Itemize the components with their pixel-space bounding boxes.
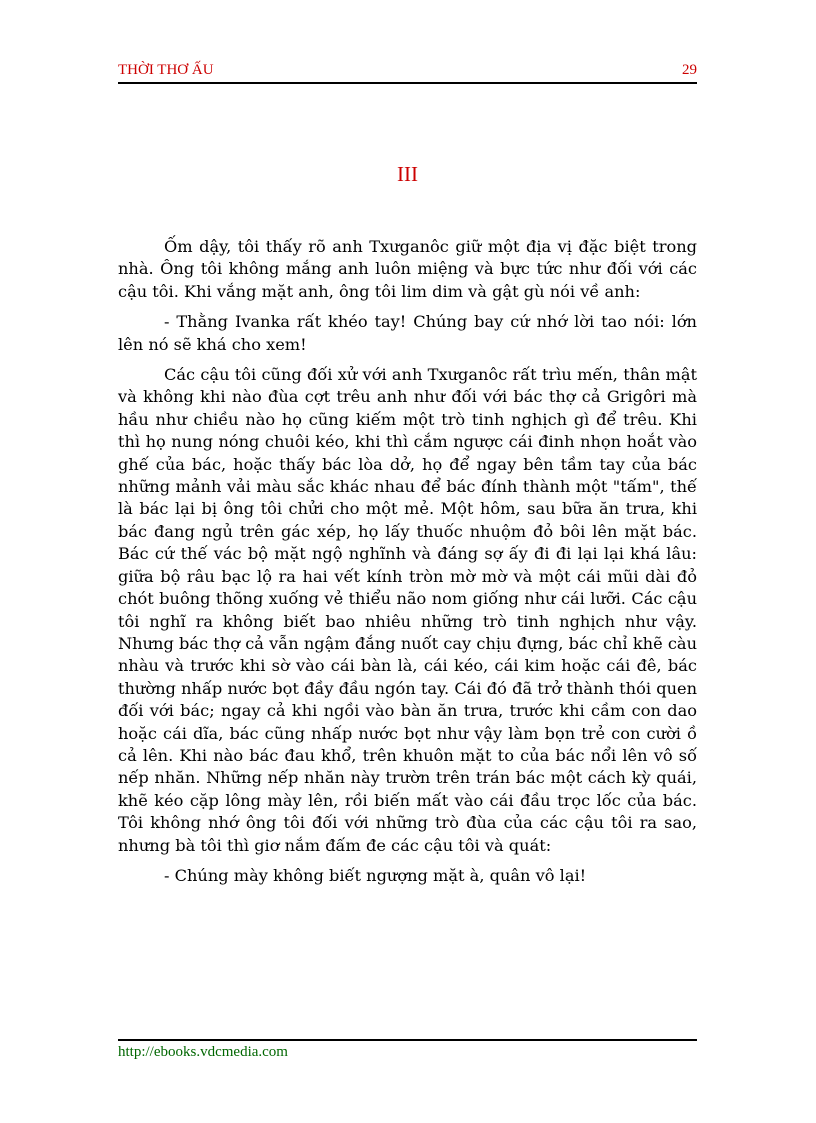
page-header bbox=[118, 62, 697, 82]
header-divider bbox=[118, 82, 697, 84]
footer-link[interactable]: http://ebooks.vdcmedia.com bbox=[118, 1044, 288, 1060]
paragraph: Ốm dậy, tôi thấy rõ anh Txưganôc giữ một địa vị đặc biệt trong nhà. Ông tôi không mắng anh luôn miệng và bực tức như đối với các cậu tôi. Khi vắng mặt anh, ông tôi lim dim và gật gù nói về anh: bbox=[118, 237, 697, 301]
paragraph: - Thằng Ivanka rất khéo tay! Chúng bay cứ nhớ lời tao nói: lớn lên nó sẽ khá cho xem! bbox=[118, 312, 697, 354]
paragraph: Các cậu tôi cũng đối xử với anh Txưganôc rất trìu mến, thân mật và không khi nào đùa cợt trêu anh như đối với bác thợ cả Grigôri mà hầu như chiều nào họ cũng kiếm một trò tinh nghịch gì để trêu. Khi thì họ nung nóng chuôi kéo, khi thì cắm ngược cái đinh nhọn hoắt vào ghế của bác, hoặc thấy bác lòa dở, họ để ngay bên tầm tay của bác những mảnh vải màu sắc khác nhau để bác đính thành một "tấm", thế là bác lại bị ông tôi chửi cho một mẻ. Một hôm, sau bữa ăn trưa, khi bác đang ngủ trên gác xép, họ lấy thuốc nhuộm đỏ bôi lên mặt bác. Bác cứ thế vác bộ mặt ngộ nghĩnh và đáng sợ ấy đi đi lại lại khá lâu: giữa bộ râu bạc lộ ra hai vết kính tròn mờ mờ và một cái mũi dài đỏ chót buông thõng xuống vẻ thiểu não nom giống như cái lưỡi. Các cậu tôi nghĩ ra không biết bao nhiêu những trò tinh nghịch như vậy. Nhưng bác thợ cả vẫn ngậm đắng nuốt cay chịu đựng, bác chỉ khẽ càu nhàu và trước khi sờ vào cái bàn là, cái kéo, cái kim hoặc cái đê, bác thường nhấp nước bọt đầy đầu ngón tay. Cái đó đã trở thành thói quen đối với bác; ngay cả khi ngồi vào bàn ăn trưa, trước khi cầm con dao hoặc cái dĩa, bác cũng nhấp nước bọt như vậy làm bọn trẻ con cười ồ cả lên. Khi nào bác đau khổ, trên khuôn mặt to của bác nổi lên vô số nếp nhăn. Những nếp nhăn này trườn trên trán bác một cách kỳ quái, khẽ kéo cặp lông mày lên, rồi biến mất vào cái đầu trọc lốc của bác. Tôi không nhớ ông tôi đối với những trò đùa của các cậu tôi ra sao, nhưng bà tôi thì giơ nắm đấm đe các cậu tôi và quát: bbox=[118, 365, 697, 855]
page-number: 29 bbox=[682, 62, 697, 78]
book-title: THỜI THƠ ẤU bbox=[118, 62, 214, 78]
footer-divider bbox=[118, 1039, 697, 1041]
paragraph: - Chúng mày không biết ngượng mặt à, quân vô lại! bbox=[164, 865, 587, 885]
body-text bbox=[118, 236, 697, 895]
chapter-heading: III bbox=[397, 162, 418, 186]
